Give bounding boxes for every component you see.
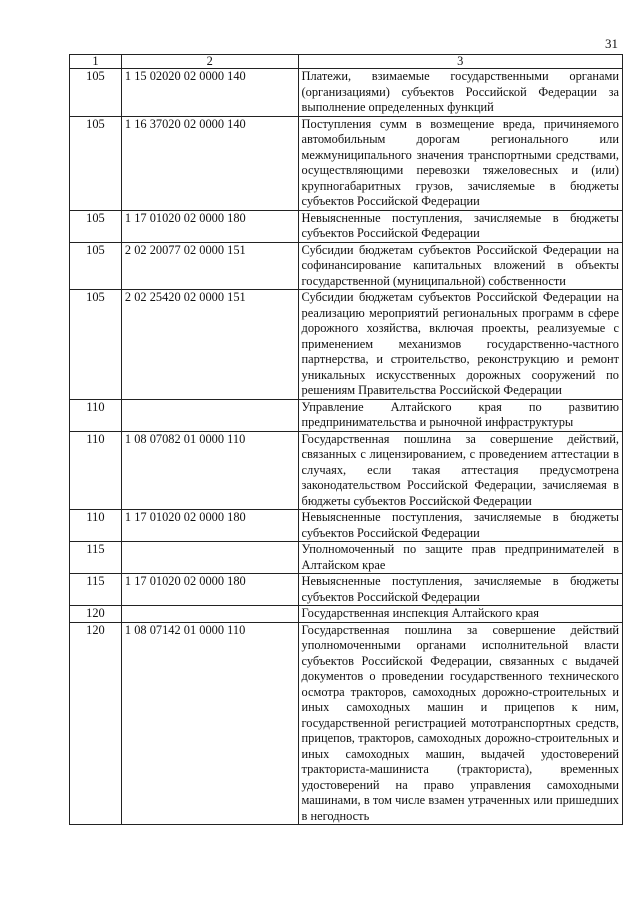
revenue-code-cell: 1 08 07082 01 0000 110 bbox=[121, 431, 298, 510]
revenue-codes-table bbox=[69, 54, 623, 825]
table-row bbox=[70, 116, 623, 210]
description-cell: Субсидии бюджетам субъектов Российской Федерации на реализацию мероприятий региональных программ в сфере дорожного хозяйства, включая проекты, реализуемые с применением механизмов государственно-частного партнерства, и строительство, реконструкцию и ремонт уникальных искусственных дорожных сооружений по решениям Правительства Российской Федерации bbox=[298, 290, 622, 400]
admin-code-cell: 105 bbox=[70, 116, 122, 210]
table-header-row bbox=[70, 55, 623, 69]
revenue-code-cell: 2 02 20077 02 0000 151 bbox=[121, 242, 298, 290]
header-col-1: 1 bbox=[70, 55, 122, 69]
table-row bbox=[70, 210, 623, 242]
admin-code-cell: 105 bbox=[70, 290, 122, 400]
description-cell: Невыясненные поступления, зачисляемые в бюджеты субъектов Российской Федерации bbox=[298, 510, 622, 542]
page-number: 31 bbox=[605, 36, 618, 51]
revenue-code-cell: 1 17 01020 02 0000 180 bbox=[121, 574, 298, 606]
table-row bbox=[70, 431, 623, 510]
revenue-code-cell bbox=[121, 606, 298, 623]
table-row bbox=[70, 242, 623, 290]
table-row bbox=[70, 622, 623, 825]
admin-code-cell: 105 bbox=[70, 210, 122, 242]
table-row bbox=[70, 574, 623, 606]
header-col-2: 2 bbox=[121, 55, 298, 69]
admin-code-cell: 105 bbox=[70, 69, 122, 117]
description-cell: Уполномоченный по защите прав предпринимателей в Алтайском крае bbox=[298, 542, 622, 574]
revenue-code-cell: 1 17 01020 02 0000 180 bbox=[121, 510, 298, 542]
table-row bbox=[70, 542, 623, 574]
admin-code-cell: 120 bbox=[70, 622, 122, 825]
description-cell: Субсидии бюджетам субъектов Российской Федерации на софинансирование капитальных вложений в объекты государственной (муниципальной) собственности bbox=[298, 242, 622, 290]
admin-code-cell: 115 bbox=[70, 574, 122, 606]
header-col-3: 3 bbox=[298, 55, 622, 69]
description-cell: Государственная инспекция Алтайского края bbox=[298, 606, 622, 623]
description-cell: Государственная пошлина за совершение действий уполномоченными органами исполнительной власти субъектов Российской Федерации, связанных с выдачей документов о проведении государственного технического осмотра тракторов, самоходных дорожно-строительных и иных самоходных машин и прицепов к ним, государственной регистрацией мототранспортных средств, прицепов, тракторов, самоходных дорожно-строительных и иных самоходных машин, выдачей удостоверений тракториста-машиниста (тракториста), временных удостоверений на право управления самоходными машинами, в том числе взамен утраченных или пришедших в негодность bbox=[298, 622, 622, 825]
description-cell: Управление Алтайского края по развитию предпринимательства и рыночной инфраструктуры bbox=[298, 399, 622, 431]
table-row bbox=[70, 69, 623, 117]
description-cell: Поступления сумм в возмещение вреда, причиняемого автомобильным дорогам регионального или межмуниципального значения транспортными средствами, осуществляющими перевозки тяжеловесных и (или) крупногабаритных грузов, зачисляемые в бюджеты субъектов Российской Федерации bbox=[298, 116, 622, 210]
revenue-code-cell bbox=[121, 542, 298, 574]
admin-code-cell: 110 bbox=[70, 510, 122, 542]
description-cell: Невыясненные поступления, зачисляемые в бюджеты субъектов Российской Федерации bbox=[298, 210, 622, 242]
admin-code-cell: 120 bbox=[70, 606, 122, 623]
description-cell: Государственная пошлина за совершение действий, связанных с лицензированием, с проведением аттестации в случаях, если такая аттестация предусмотрена законодательством Российской Федерации, зачисляемая в бюджеты субъектов Российской Федерации bbox=[298, 431, 622, 510]
revenue-code-cell: 2 02 25420 02 0000 151 bbox=[121, 290, 298, 400]
revenue-code-cell: 1 08 07142 01 0000 110 bbox=[121, 622, 298, 825]
admin-code-cell: 105 bbox=[70, 242, 122, 290]
revenue-code-cell bbox=[121, 399, 298, 431]
table-row bbox=[70, 606, 623, 623]
revenue-code-cell: 1 15 02020 02 0000 140 bbox=[121, 69, 298, 117]
description-cell: Невыясненные поступления, зачисляемые в бюджеты субъектов Российской Федерации bbox=[298, 574, 622, 606]
table-row bbox=[70, 290, 623, 400]
table-row bbox=[70, 510, 623, 542]
admin-code-cell: 115 bbox=[70, 542, 122, 574]
admin-code-cell: 110 bbox=[70, 399, 122, 431]
admin-code-cell: 110 bbox=[70, 431, 122, 510]
description-cell: Платежи, взимаемые государственными органами (организациями) субъектов Российской Федерации за выполнение определенных функций bbox=[298, 69, 622, 117]
revenue-code-cell: 1 16 37020 02 0000 140 bbox=[121, 116, 298, 210]
revenue-code-cell: 1 17 01020 02 0000 180 bbox=[121, 210, 298, 242]
table-row bbox=[70, 399, 623, 431]
